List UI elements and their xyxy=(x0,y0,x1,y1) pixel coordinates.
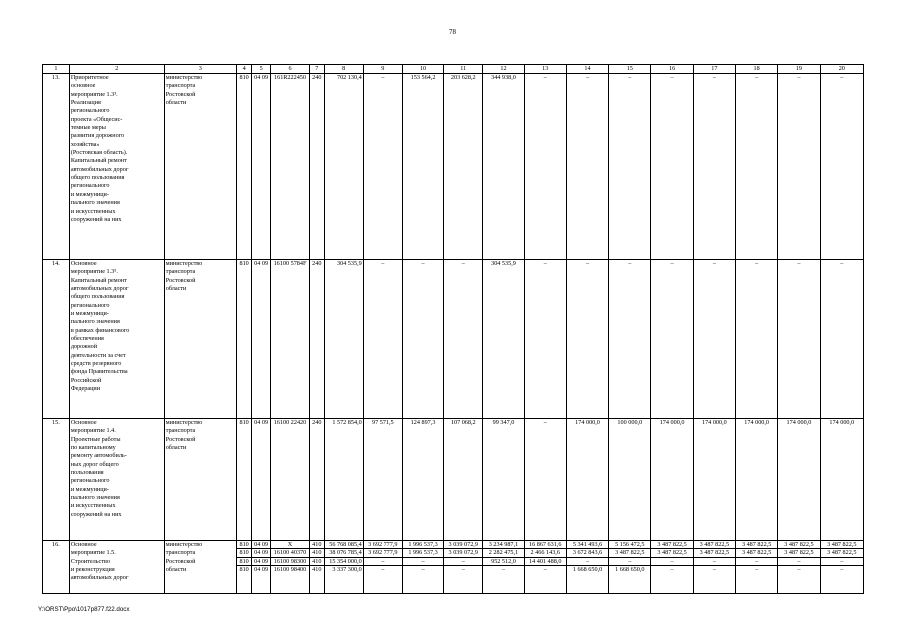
value-cell: 38 076 785,4 xyxy=(324,549,363,557)
row-number: 13. xyxy=(43,74,70,260)
value-cell: – xyxy=(609,557,651,565)
value-cell: 3 487 822,5 xyxy=(736,541,778,549)
value-cell: – xyxy=(524,74,566,260)
value-cell: 952 512,0 xyxy=(483,557,524,565)
value-cell: 240 xyxy=(310,74,324,260)
value-cell: – xyxy=(651,260,693,419)
value-cell: 810 xyxy=(236,549,251,557)
value-cell: – xyxy=(693,557,735,565)
value-cell: – xyxy=(363,74,402,260)
value-cell: 16100 5784F xyxy=(270,260,309,419)
value-cell: 153 564,2 xyxy=(402,74,443,260)
value-cell: – xyxy=(566,74,608,260)
measure-name: Приоритетное основное мероприятие 1.3³. Реализация регионального проекта «Общесис- темные меры развития дорожного хозяйства» (Ростовская область). Капитальный ремонт автомобильных дорог общего пользования регионального и межмуници- пального значения и искусственных сооружений на них xyxy=(69,74,164,260)
value-cell: 203 628,2 xyxy=(444,74,483,260)
value-cell: 810 xyxy=(236,541,251,549)
value-cell: 161R222450 xyxy=(270,74,309,260)
table-row xyxy=(43,419,864,541)
value-cell: 810 xyxy=(236,74,251,260)
measure-name: Основное мероприятие 1.5. Строительство и реконструкция автомобильных дорог xyxy=(69,541,164,594)
header-cell: 11 xyxy=(444,65,483,74)
value-cell: 3 487 822,5 xyxy=(820,549,863,557)
value-cell: 410 xyxy=(310,541,324,549)
value-cell: – xyxy=(820,566,863,594)
value-cell: 1 996 537,3 xyxy=(402,541,443,549)
header-cell: 7 xyxy=(310,65,324,74)
value-cell: – xyxy=(483,566,524,594)
value-cell: – xyxy=(693,566,735,594)
value-cell: 344 938,0 xyxy=(483,74,524,260)
value-cell: 04 09 xyxy=(252,557,271,565)
value-cell: 702 130,4 xyxy=(324,74,363,260)
row-number: 15. xyxy=(43,419,70,541)
value-cell: – xyxy=(402,566,443,594)
value-cell: 3 487 822,5 xyxy=(736,549,778,557)
value-cell: 16 867 631,6 xyxy=(524,541,566,549)
value-cell: – xyxy=(566,557,608,565)
value-cell: 3 487 822,5 xyxy=(651,549,693,557)
value-cell: 04 09 xyxy=(252,566,271,594)
value-cell: 410 xyxy=(310,549,324,557)
executor: министерство транспорта Ростовской области xyxy=(164,419,236,541)
header-cell: 18 xyxy=(736,65,778,74)
value-cell: – xyxy=(778,566,820,594)
value-cell: 3 337 300,0 xyxy=(324,566,363,594)
header-cell: 13 xyxy=(524,65,566,74)
header-cell: 9 xyxy=(363,65,402,74)
value-cell: – xyxy=(736,566,778,594)
header-cell: 6 xyxy=(270,65,309,74)
value-cell: – xyxy=(444,557,483,565)
value-cell: 1 668 650,0 xyxy=(566,566,608,594)
value-cell: 97 571,5 xyxy=(363,419,402,541)
value-cell: 174 000,0 xyxy=(693,419,735,541)
header-cell: 20 xyxy=(820,65,863,74)
value-cell: 304 535,9 xyxy=(324,260,363,419)
value-cell: 3 234 987,1 xyxy=(483,541,524,549)
value-cell: 174 000,0 xyxy=(651,419,693,541)
executor: министерство транспорта Ростовской области xyxy=(164,260,236,419)
value-cell: 1 668 650,0 xyxy=(609,566,651,594)
value-cell: 3 487 822,5 xyxy=(693,541,735,549)
value-cell: 56 768 085,4 xyxy=(324,541,363,549)
value-cell: – xyxy=(609,74,651,260)
value-cell: – xyxy=(444,566,483,594)
header-cell: 10 xyxy=(402,65,443,74)
row-number: 16. xyxy=(43,541,70,594)
budget-table xyxy=(42,64,864,594)
value-cell: – xyxy=(693,74,735,260)
value-cell: 174 000,0 xyxy=(736,419,778,541)
value-cell: 2 466 143,6 xyxy=(524,549,566,557)
value-cell: 174 000,0 xyxy=(566,419,608,541)
value-cell: 04 09 xyxy=(252,419,271,541)
value-cell: – xyxy=(444,260,483,419)
value-cell: 3 487 822,5 xyxy=(778,541,820,549)
value-cell: 240 xyxy=(310,419,324,541)
value-cell: 240 xyxy=(310,260,324,419)
value-cell: – xyxy=(566,260,608,419)
value-cell: – xyxy=(651,74,693,260)
value-cell: 3 487 822,5 xyxy=(778,549,820,557)
value-cell: 16100 98300 xyxy=(270,557,309,565)
value-cell: – xyxy=(693,260,735,419)
value-cell: – xyxy=(524,419,566,541)
value-cell: Х xyxy=(270,541,309,549)
page-number: 78 xyxy=(449,28,456,36)
value-cell: 14 401 488,0 xyxy=(524,557,566,565)
header-cell: 15 xyxy=(609,65,651,74)
measure-name: Основное мероприятие 1.4. Проектные работы по капитальному ремонту автомобиль- ных дорог общего пользования регионального и межмуници- пального значения и искусственных сооружений на них xyxy=(69,419,164,541)
value-cell: 5 156 472,5 xyxy=(609,541,651,549)
value-cell: – xyxy=(820,74,863,260)
header-cell: 14 xyxy=(566,65,608,74)
value-cell: 04 09 xyxy=(252,74,271,260)
value-cell: 99 347,0 xyxy=(483,419,524,541)
value-cell: 5 341 493,6 xyxy=(566,541,608,549)
value-cell: 810 xyxy=(236,557,251,565)
value-cell: 174 000,0 xyxy=(778,419,820,541)
header-cell: 1 xyxy=(43,65,70,74)
table-row xyxy=(43,260,864,419)
value-cell: 3 039 072,9 xyxy=(444,549,483,557)
measure-name: Основное мероприятие 1.3⁵. Капитальный ремонт автомобильных дорог общего пользования регионального и межмуници- пального значения в рамках финансового обеспечения дорожной деятельности за счет средств резервного фонда Правительства Российской Федерации xyxy=(69,260,164,419)
value-cell: 810 xyxy=(236,260,251,419)
value-cell: 3 487 822,5 xyxy=(651,541,693,549)
value-cell: 3 487 822,5 xyxy=(693,549,735,557)
value-cell: – xyxy=(402,260,443,419)
value-cell: 3 487 822,5 xyxy=(609,549,651,557)
value-cell: – xyxy=(736,557,778,565)
value-cell: 16100 40370 xyxy=(270,549,309,557)
value-cell: – xyxy=(778,260,820,419)
value-cell: – xyxy=(651,557,693,565)
value-cell: 810 xyxy=(236,419,251,541)
header-cell: 4 xyxy=(236,65,251,74)
value-cell: – xyxy=(736,260,778,419)
value-cell: 2 282 475,1 xyxy=(483,549,524,557)
value-cell: – xyxy=(778,74,820,260)
value-cell: 1 572 854,0 xyxy=(324,419,363,541)
value-cell: 16100 98400 xyxy=(270,566,309,594)
executor: министерство транспорта Ростовской области xyxy=(164,541,236,594)
value-cell: 174 000,0 xyxy=(820,419,863,541)
value-cell: – xyxy=(524,566,566,594)
value-cell: – xyxy=(820,557,863,565)
value-cell: 810 xyxy=(236,566,251,594)
value-cell: 3 692 777,9 xyxy=(363,541,402,549)
header-cell: 16 xyxy=(651,65,693,74)
value-cell: – xyxy=(651,566,693,594)
value-cell: 16100 22420 xyxy=(270,419,309,541)
value-cell: – xyxy=(736,74,778,260)
value-cell: 3 487 822,5 xyxy=(820,541,863,549)
header-cell: 17 xyxy=(693,65,735,74)
header-cell: 5 xyxy=(252,65,271,74)
value-cell: – xyxy=(363,566,402,594)
value-cell: 124 897,3 xyxy=(402,419,443,541)
footer-path: Y:\ORST\Ppo\1017p877.f22.docx xyxy=(38,606,130,613)
value-cell: 107 068,2 xyxy=(444,419,483,541)
value-cell: – xyxy=(524,260,566,419)
table-row xyxy=(43,541,864,549)
value-cell: – xyxy=(778,557,820,565)
value-cell: 04 09 xyxy=(252,260,271,419)
value-cell: 410 xyxy=(310,566,324,594)
value-cell: 15 354 000,0 xyxy=(324,557,363,565)
executor: министерство транспорта Ростовской области xyxy=(164,74,236,260)
table-row xyxy=(43,74,864,260)
value-cell: – xyxy=(820,260,863,419)
header-cell: 3 xyxy=(164,65,236,74)
value-cell: 100 000,0 xyxy=(609,419,651,541)
value-cell: 1 996 537,3 xyxy=(402,549,443,557)
value-cell: 3 672 843,6 xyxy=(566,549,608,557)
header-cell: 8 xyxy=(324,65,363,74)
value-cell: – xyxy=(363,260,402,419)
row-number: 14. xyxy=(43,260,70,419)
value-cell: 3 692 777,9 xyxy=(363,549,402,557)
header-cell: 12 xyxy=(483,65,524,74)
header-cell: 19 xyxy=(778,65,820,74)
value-cell: – xyxy=(402,557,443,565)
header-row xyxy=(43,65,864,74)
value-cell: 304 535,9 xyxy=(483,260,524,419)
value-cell: 04 09 xyxy=(252,541,271,549)
value-cell: 410 xyxy=(310,557,324,565)
value-cell: – xyxy=(609,260,651,419)
header-cell: 2 xyxy=(69,65,164,74)
value-cell: 3 039 072,9 xyxy=(444,541,483,549)
value-cell: – xyxy=(363,557,402,565)
value-cell: 04 09 xyxy=(252,549,271,557)
